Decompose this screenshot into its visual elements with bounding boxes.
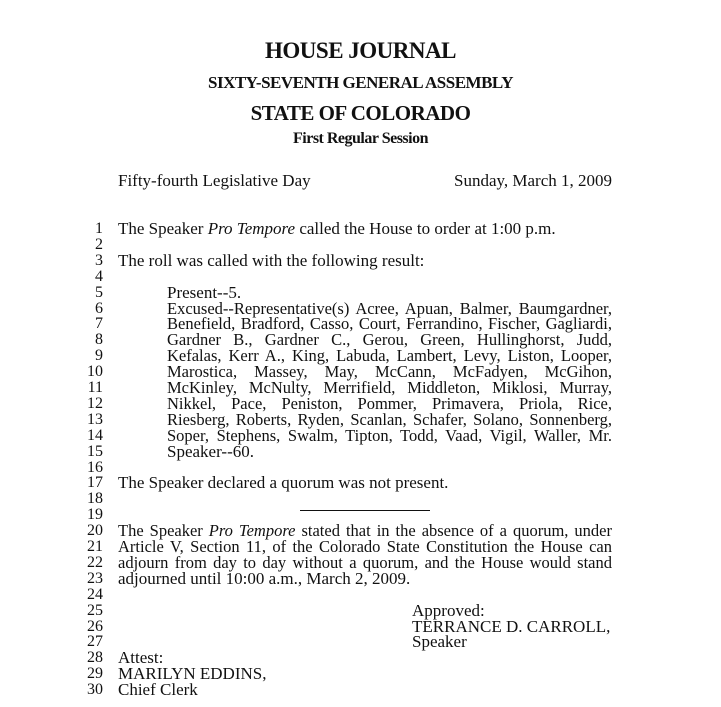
journal-title: HOUSE JOURNAL	[265, 38, 456, 63]
line-number: 21	[87, 538, 103, 555]
line-number: 20	[87, 522, 103, 540]
state-heading: STATE OF COLORADO	[250, 101, 471, 125]
excused-list-line: Benefield, Bradford, Casso, Court, Ferrandino, Fischer, Gagliardi,	[167, 314, 612, 334]
line-number: 30	[87, 681, 103, 699]
line-number: 12	[87, 394, 103, 412]
line-number: 1	[95, 220, 103, 237]
line-number: 25	[87, 601, 103, 619]
call-to-order-text: The Speaker	[118, 219, 208, 238]
speaker-name: TERRANCE D. CARROLL,	[412, 616, 611, 636]
excused-list-line: McKinley, McNulty, Merrifield, Middleton, Miklosi, Murray,	[167, 378, 612, 397]
excused-list-line: Nikkel, Pace, Peniston, Pommer, Primavera, Priola, Rice,	[167, 393, 612, 413]
line-number: 3	[95, 251, 103, 269]
present-count: Present--5.	[167, 282, 242, 302]
line-number: 9	[95, 347, 103, 365]
line-number: 2	[95, 235, 103, 253]
excused-list-line: Gardner B., Gardner C., Gerou, Green, Hullinghorst, Judd,	[167, 330, 612, 350]
line-number: 19	[87, 506, 103, 524]
pro-tempore-title: Pro Tempore	[207, 219, 296, 238]
line-number: 17	[87, 474, 103, 492]
line-number: 10	[87, 363, 103, 381]
line-number: 4	[95, 267, 103, 285]
line-number: 11	[87, 379, 103, 396]
line-number: 26	[87, 617, 103, 635]
excused-list-line: Excused--Representative(s) Acree, Apuan, Balmer, Baumgardner,	[167, 298, 612, 318]
excused-list-line: Riesberg, Roberts, Ryden, Scanlan, Schafer, Solano, Sonnenberg,	[167, 409, 612, 429]
journal-date: Sunday, March 1, 2009	[453, 171, 612, 190]
excused-list-end: Speaker--60.	[167, 441, 254, 461]
adjournment-line: adjourn from day to day without a quorum, and the House would stand	[118, 552, 612, 572]
line-number: 16	[87, 458, 103, 476]
line-number: 22	[87, 553, 103, 571]
line-number: 28	[87, 649, 103, 667]
line-number: 27	[87, 633, 103, 651]
roll-call-line: The roll was called with the following result:	[118, 250, 425, 270]
adjournment-line: Article V, Section 11, of the Colorado State Constitution the House can	[118, 537, 612, 556]
assembly-heading: SIXTY-SEVENTH GENERAL ASSEMBLY	[208, 73, 513, 92]
attest-label: Attest:	[118, 648, 164, 668]
call-to-order-text-end: called the House to order at 1:00 p.m.	[295, 219, 556, 238]
adjournment-line-end: adjourned until 10:00 a.m., March 2, 2009.	[118, 568, 411, 588]
legislative-day: Fifty-fourth Legislative Day	[118, 171, 311, 190]
clerk-title: Chief Clerk	[118, 680, 198, 700]
line-number: 6	[95, 299, 103, 317]
call-to-order-line	[118, 221, 556, 237]
speaker-title: Speaker	[412, 632, 467, 652]
section-divider	[300, 510, 430, 511]
line-number: 15	[87, 442, 103, 460]
line-number: 24	[87, 585, 103, 603]
clerk-name: MARILYN EDDINS,	[118, 664, 267, 684]
adjournment-text-end: stated that in the absence of a quorum, under	[295, 521, 612, 541]
excused-list-line: Soper, Stephens, Swalm, Tipton, Todd, Vaad, Vigil, Waller, Mr.	[167, 425, 612, 445]
line-number: 23	[87, 569, 103, 587]
session-heading: First Regular Session	[293, 130, 428, 147]
excused-list-line: Marostica, Massey, May, McCann, McFadyen, McGihon,	[167, 362, 612, 382]
line-number: 18	[87, 490, 103, 508]
excused-list-line: Kefalas, Kerr A., King, Labuda, Lambert, Levy, Liston, Looper,	[167, 346, 612, 366]
pro-tempore-title: Pro Tempore	[208, 521, 296, 541]
approved-label: Approved:	[412, 600, 485, 620]
line-number: 29	[87, 665, 103, 683]
line-number: 5	[95, 283, 103, 301]
line-number: 14	[87, 426, 103, 444]
line-number: 8	[95, 331, 103, 349]
line-number: 7	[95, 315, 103, 333]
line-number: 13	[87, 410, 103, 428]
adjournment-text: The Speaker	[118, 521, 209, 541]
quorum-statement: The Speaker declared a quorum was not present.	[118, 473, 449, 493]
